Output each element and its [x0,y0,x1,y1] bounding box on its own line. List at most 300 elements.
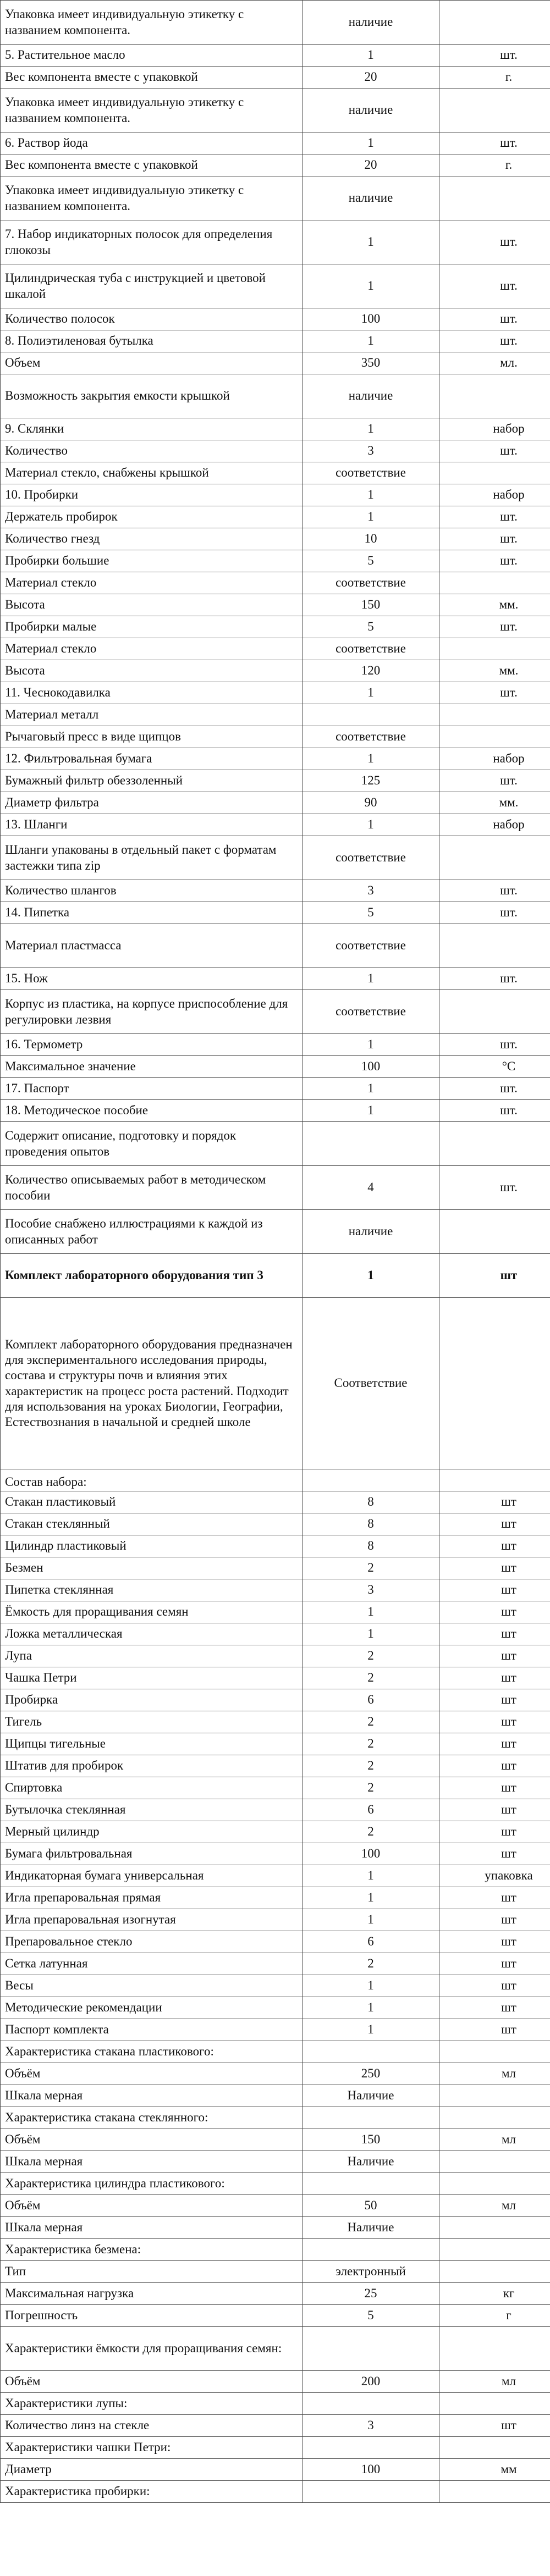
table-row [1,264,550,308]
table-row [1,2063,550,2085]
table-row [1,67,550,89]
item-unit-cell: шт [439,1733,550,1755]
item-name-cell: 13. Шланги [1,814,302,836]
table-row [1,682,550,704]
table-row [1,1,550,45]
item-unit-cell [439,924,550,968]
item-value-cell: 1 [302,132,439,154]
table-row [1,880,550,902]
item-name-cell: Пипетка стеклянная [1,1579,302,1601]
item-name-cell: 9. Склянки [1,418,302,440]
table-row [1,1034,550,1056]
item-unit-cell [439,2239,550,2261]
table-row [1,924,550,968]
item-value-cell: 1 [302,418,439,440]
table-row [1,528,550,550]
item-name-cell: Тип [1,2261,302,2283]
table-row [1,1821,550,1843]
item-unit-cell: шт [439,1975,550,1997]
item-unit-cell: шт. [439,330,550,352]
item-name-cell: Стакан пластиковый [1,1491,302,1513]
item-value-cell: Соответствие [302,1298,439,1469]
item-name-cell: Ложка металлическая [1,1623,302,1645]
item-value-cell: 2 [302,1755,439,1777]
table-row [1,484,550,506]
item-unit-cell: шт. [439,902,550,924]
item-value-cell: соответствие [302,836,439,880]
item-name-cell: 7. Набор индикаторных полосок для определения глюкозы [1,220,302,264]
item-unit-cell: шт [439,1254,550,1298]
item-unit-cell [439,836,550,880]
item-unit-cell [439,2261,550,2283]
item-value-cell: 100 [302,1843,439,1865]
item-value-cell: 1 [302,748,439,770]
item-value-cell: 10 [302,528,439,550]
table-row [1,638,550,660]
item-value-cell: наличие [302,89,439,132]
item-value-cell: 350 [302,352,439,374]
item-name-cell: Бутылочка стеклянная [1,1799,302,1821]
item-unit-cell: шт. [439,1034,550,1056]
item-unit-cell [439,2151,550,2173]
item-value-cell: 2 [302,1667,439,1689]
item-value-cell: 1 [302,45,439,67]
item-unit-cell: мм. [439,792,550,814]
item-value-cell: наличие [302,1,439,45]
item-value-cell: 1 [302,682,439,704]
table-row [1,1843,550,1865]
table-row [1,2481,550,2503]
item-value-cell: соответствие [302,572,439,594]
item-value-cell: соответствие [302,924,439,968]
table-row [1,45,550,67]
item-value-cell: 2 [302,1953,439,1975]
item-unit-cell [439,990,550,1034]
table-row [1,814,550,836]
table-row [1,1865,550,1887]
item-unit-cell: шт. [439,506,550,528]
item-unit-cell: мл. [439,352,550,374]
item-unit-cell: шт. [439,1100,550,1122]
item-value-cell: 8 [302,1513,439,1535]
item-value-cell: 8 [302,1535,439,1557]
item-name-cell: 8. Полиэтиленовая бутылка [1,330,302,352]
item-value-cell: 100 [302,308,439,330]
item-value-cell: соответствие [302,638,439,660]
item-name-cell: Шкала мерная [1,2151,302,2173]
item-unit-cell: шт. [439,132,550,154]
table-row [1,1711,550,1733]
table-row [1,594,550,616]
table-row [1,352,550,374]
table-row [1,726,550,748]
item-name-cell: Высота [1,660,302,682]
item-name-cell: 18. Методическое пособие [1,1100,302,1122]
item-value-cell: 5 [302,616,439,638]
item-unit-cell: шт. [439,440,550,462]
item-unit-cell: шт [439,1645,550,1667]
item-unit-cell: °С [439,1056,550,1078]
item-unit-cell: шт [439,1689,550,1711]
item-value-cell: 2 [302,1733,439,1755]
item-unit-cell [439,2393,550,2415]
table-row [1,2371,550,2393]
item-value-cell [302,2239,439,2261]
item-value-cell: соответствие [302,462,439,484]
item-unit-cell: шт [439,1843,550,1865]
item-unit-cell: шт. [439,550,550,572]
table-row [1,418,550,440]
table-row [1,748,550,770]
item-value-cell: 1 [302,506,439,528]
table-row [1,1975,550,1997]
item-unit-cell: шт [439,1931,550,1953]
table-row [1,2085,550,2107]
table-row [1,1667,550,1689]
item-name-cell: Комплект лабораторного оборудования тип 3 [1,1254,302,1298]
item-name-cell: Паспорт комплекта [1,2019,302,2041]
item-value-cell: 1 [302,1623,439,1645]
item-unit-cell [439,2437,550,2459]
item-name-cell: Цилиндр пластиковый [1,1535,302,1557]
item-value-cell: 1 [302,1254,439,1298]
item-unit-cell [439,2107,550,2129]
item-name-cell: Пробирка [1,1689,302,1711]
item-unit-cell: шт. [439,1078,550,1100]
item-name-cell: Лупа [1,1645,302,1667]
table-row [1,792,550,814]
item-name-cell: Рычаговый пресс в виде щипцов [1,726,302,748]
item-name-cell: Материал стекло [1,572,302,594]
table-row [1,704,550,726]
item-name-cell: Чашка Петри [1,1667,302,1689]
item-name-cell: Характеристика безмена: [1,2239,302,2261]
table-row [1,902,550,924]
item-name-cell: 14. Пипетка [1,902,302,924]
item-name-cell: Вес компонента вместе с упаковкой [1,154,302,176]
table-row [1,1166,550,1210]
table-row [1,990,550,1034]
item-name-cell: 11. Чеснокодавилка [1,682,302,704]
table-row [1,550,550,572]
table-row [1,1491,550,1513]
item-name-cell: Штатив для пробирок [1,1755,302,1777]
item-value-cell: 2 [302,1777,439,1799]
item-value-cell [302,2107,439,2129]
item-unit-cell [439,2085,550,2107]
item-name-cell: Методические рекомендации [1,1997,302,2019]
item-unit-cell: шт [439,1667,550,1689]
item-unit-cell: г. [439,154,550,176]
item-value-cell: соответствие [302,726,439,748]
item-unit-cell: г. [439,67,550,89]
table-row [1,660,550,682]
table-row [1,2239,550,2261]
table-row [1,1755,550,1777]
item-unit-cell: шт [439,1799,550,1821]
item-unit-cell: набор [439,418,550,440]
item-unit-cell: набор [439,748,550,770]
item-name-cell: Материал стекло, снабжены крышкой [1,462,302,484]
item-unit-cell [439,176,550,220]
item-name-cell: Количество гнезд [1,528,302,550]
item-unit-cell: шт. [439,1166,550,1210]
item-unit-cell: шт. [439,308,550,330]
table-row [1,2107,550,2129]
table-row [1,308,550,330]
item-name-cell: Вес компонента вместе с упаковкой [1,67,302,89]
table-row [1,616,550,638]
table-row [1,572,550,594]
item-unit-cell [439,374,550,418]
item-unit-cell [439,2481,550,2503]
item-name-cell: Максимальная нагрузка [1,2283,302,2305]
table-row [1,2129,550,2151]
item-name-cell: Упаковка имеет индивидуальную этикетку с названием компонента. [1,1,302,45]
item-unit-cell [439,462,550,484]
item-value-cell: 100 [302,2459,439,2481]
table-row [1,1469,550,1491]
table-row [1,836,550,880]
item-value-cell [302,2327,439,2371]
table-row [1,1298,550,1469]
item-value-cell: 100 [302,1056,439,1078]
item-unit-cell: шт [439,1953,550,1975]
table-row [1,1210,550,1254]
table-row [1,2327,550,2371]
item-value-cell: 1 [302,1078,439,1100]
item-name-cell: Погрешность [1,2305,302,2327]
item-name-cell: Возможность закрытия емкости крышкой [1,374,302,418]
table-row [1,1122,550,1166]
item-value-cell: 250 [302,2063,439,2085]
table-row [1,374,550,418]
item-unit-cell [439,704,550,726]
item-unit-cell: г [439,2305,550,2327]
item-name-cell: Объём [1,2063,302,2085]
item-name-cell: Объём [1,2371,302,2393]
item-name-cell: Игла препаровальная прямая [1,1887,302,1909]
item-name-cell: 6. Раствор йода [1,132,302,154]
item-name-cell: 17. Паспорт [1,1078,302,1100]
item-value-cell: 1 [302,1034,439,1056]
item-name-cell: Препаровальное стекло [1,1931,302,1953]
table-row [1,1777,550,1799]
item-unit-cell: шт [439,1623,550,1645]
item-unit-cell: набор [439,814,550,836]
item-unit-cell: шт [439,2415,550,2437]
item-name-cell: Тигель [1,1711,302,1733]
item-value-cell [302,1469,439,1491]
table-row [1,132,550,154]
item-value-cell: 4 [302,1166,439,1210]
item-name-cell: Спиртовка [1,1777,302,1799]
item-unit-cell: мм. [439,594,550,616]
table-row [1,2019,550,2041]
item-value-cell: 125 [302,770,439,792]
item-name-cell: Индикаторная бумага универсальная [1,1865,302,1887]
item-unit-cell: шт. [439,220,550,264]
item-name-cell: Характеристики лупы: [1,2393,302,2415]
item-name-cell: Объём [1,2195,302,2217]
item-unit-cell: шт [439,1579,550,1601]
item-unit-cell: шт. [439,264,550,308]
table-row [1,1535,550,1557]
item-unit-cell [439,89,550,132]
item-unit-cell: шт. [439,682,550,704]
item-unit-cell: шт [439,1887,550,1909]
table-row [1,2283,550,2305]
item-name-cell: Упаковка имеет индивидуальную этикетку с названием компонента. [1,89,302,132]
item-value-cell: 1 [302,2019,439,2041]
specification-table-body [1,1,550,2503]
item-value-cell: 6 [302,1931,439,1953]
item-name-cell: Характеристика цилиндра пластикового: [1,2173,302,2195]
table-row [1,1799,550,1821]
table-row [1,968,550,990]
item-name-cell: 15. Нож [1,968,302,990]
table-row [1,2041,550,2063]
item-value-cell [302,2173,439,2195]
item-value-cell: 1 [302,1887,439,1909]
item-name-cell: Характеристика пробирки: [1,2481,302,2503]
item-value-cell [302,704,439,726]
item-unit-cell: упаковка [439,1865,550,1887]
item-unit-cell: шт [439,1711,550,1733]
item-name-cell: Объём [1,2129,302,2151]
item-unit-cell [439,2327,550,2371]
item-value-cell: соответствие [302,990,439,1034]
item-value-cell [302,2437,439,2459]
item-value-cell [302,1122,439,1166]
table-row [1,1579,550,1601]
item-value-cell: 3 [302,880,439,902]
item-unit-cell: мл [439,2063,550,2085]
table-row [1,440,550,462]
item-value-cell: 3 [302,2415,439,2437]
item-unit-cell: шт [439,1513,550,1535]
item-value-cell: 1 [302,1865,439,1887]
table-row [1,2459,550,2481]
item-unit-cell: шт [439,1997,550,2019]
item-unit-cell [439,1210,550,1254]
item-name-cell: Количество описываемых работ в методическом пособии [1,1166,302,1210]
table-row [1,1645,550,1667]
item-name-cell: Характеристики ёмкости для проращивания семян: [1,2327,302,2371]
table-row [1,462,550,484]
table-row [1,1733,550,1755]
item-value-cell: 200 [302,2371,439,2393]
item-unit-cell [439,1,550,45]
item-unit-cell: шт. [439,770,550,792]
item-value-cell [302,2393,439,2415]
item-value-cell: 1 [302,484,439,506]
item-value-cell: Наличие [302,2217,439,2239]
item-name-cell: Характеристики чашки Петри: [1,2437,302,2459]
table-row [1,2415,550,2437]
item-value-cell: 1 [302,968,439,990]
item-name-cell: Шланги упакованы в отдельный пакет с форматам застежки типа zip [1,836,302,880]
item-name-cell: 5. Растительное масло [1,45,302,67]
item-unit-cell: шт [439,1491,550,1513]
table-row [1,770,550,792]
item-name-cell: Диаметр [1,2459,302,2481]
item-value-cell: наличие [302,1210,439,1254]
item-name-cell: Мерный цилиндр [1,1821,302,1843]
item-value-cell [302,2041,439,2063]
item-unit-cell: мм [439,2459,550,2481]
item-value-cell: Наличие [302,2151,439,2173]
table-row [1,176,550,220]
item-name-cell: Шкала мерная [1,2085,302,2107]
item-unit-cell [439,2041,550,2063]
item-name-cell: Количество линз на стекле [1,2415,302,2437]
item-unit-cell: набор [439,484,550,506]
item-name-cell: 12. Фильтровальная бумага [1,748,302,770]
item-unit-cell: шт [439,1601,550,1623]
table-row [1,220,550,264]
item-unit-cell: кг [439,2283,550,2305]
item-name-cell: Упаковка имеет индивидуальную этикетку с названием компонента. [1,176,302,220]
item-unit-cell [439,726,550,748]
item-name-cell: Материал пластмасса [1,924,302,968]
item-value-cell: наличие [302,176,439,220]
table-row [1,1100,550,1122]
item-unit-cell: мм. [439,660,550,682]
table-row [1,1689,550,1711]
item-unit-cell: мл [439,2195,550,2217]
item-name-cell: Весы [1,1975,302,1997]
item-value-cell: 3 [302,1579,439,1601]
item-unit-cell: шт [439,1557,550,1579]
item-unit-cell [439,638,550,660]
item-name-cell: Количество шлангов [1,880,302,902]
table-row [1,1953,550,1975]
table-row [1,1887,550,1909]
item-unit-cell: шт [439,1535,550,1557]
table-row [1,506,550,528]
item-value-cell: 1 [302,1909,439,1931]
table-row [1,1623,550,1645]
item-name-cell: Бумажный фильтр обеззоленный [1,770,302,792]
table-row [1,1601,550,1623]
item-unit-cell: шт. [439,880,550,902]
item-name-cell: Пособие снабжено иллюстрациями к каждой из описанных работ [1,1210,302,1254]
item-unit-cell: шт [439,2019,550,2041]
item-value-cell: 1 [302,220,439,264]
item-name-cell: 10. Пробирки [1,484,302,506]
item-unit-cell: мл [439,2371,550,2393]
item-name-cell: Ёмкость для проращивания семян [1,1601,302,1623]
item-name-cell: Шкала мерная [1,2217,302,2239]
item-unit-cell [439,2217,550,2239]
item-unit-cell [439,572,550,594]
item-value-cell: 6 [302,1799,439,1821]
item-name-cell: Пробирки малые [1,616,302,638]
item-unit-cell: мл [439,2129,550,2151]
item-unit-cell: шт [439,1777,550,1799]
item-value-cell: 20 [302,154,439,176]
item-name-cell: Цилиндрическая туба с инструкцией и цветовой шкалой [1,264,302,308]
item-value-cell: 1 [302,814,439,836]
item-name-cell: 16. Термометр [1,1034,302,1056]
item-name-cell: Игла препаровальная изогнутая [1,1909,302,1931]
item-name-cell: Содержит описание, подготовку и порядок проведения опытов [1,1122,302,1166]
item-value-cell: электронный [302,2261,439,2283]
item-value-cell: 1 [302,1975,439,1997]
table-row [1,2437,550,2459]
table-row [1,1931,550,1953]
